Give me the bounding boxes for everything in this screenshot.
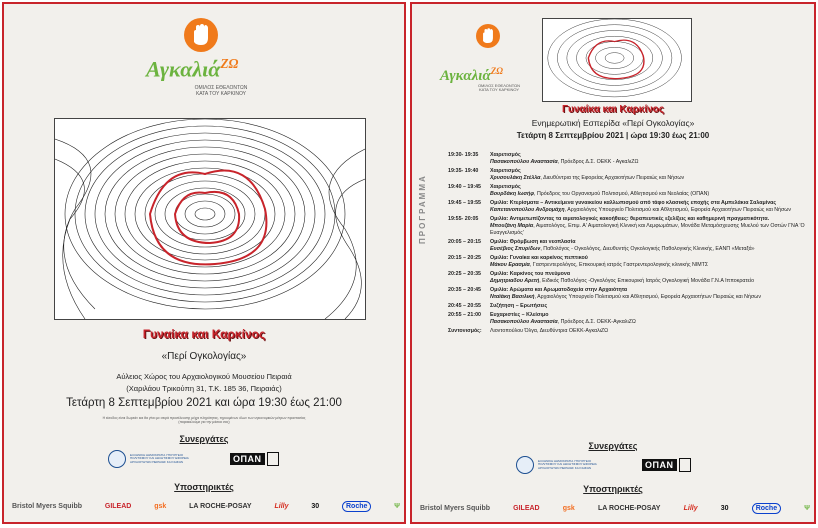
- program-description: , Πρόεδρος Δ.Σ. ΟΕΚΚ-ΑγκαλιΖΩ: [557, 318, 636, 325]
- program-poster: [410, 2, 816, 524]
- program-row: [448, 328, 812, 335]
- event-datetime: Τετάρτη 8 Σεπτεμβρίου 2021 | ώρα 19:30 έως 21:00: [516, 131, 710, 140]
- artwork-image: [542, 18, 692, 102]
- program-description: , Παθολόγος - Ογκολόγος, Διευθυντής Ογκολογικής Παθολογικής Κλινικής, ΕΑΝΠ «Μεταξά»: [540, 245, 755, 252]
- program-description: , Αιματολόγος, Επιμ. Α' Αιματολογική Κλινική και Λεμφωμάτων, Μονάδα Μεταμόσχευσης Μυελού των Οστών ΓΝΑ 'Ο Ευαγγελισμός': [490, 222, 805, 236]
- ministry-logo: ΕΛΛΗΝΙΚΗ ΔΗΜΟΚΡΑΤΙΑ ΥΠΟΥΡΓΕΙΟ ΠΟΛΙΤΙΣΜΟΥ ΚΑΙ ΑΘΛΗΤΙΣΜΟΥ ΕΦΟΡΕΙΑ ΑΡΧΑΙΟΤΗΤΩΝ ΠΕΙΡΑΙΩΣ ΚΑΙ ΝΗΣΩΝ: [108, 450, 192, 468]
- sponsors-heading: Υποστηρικτές: [583, 484, 643, 494]
- program-title: Ομιλία: Κτερίσματα – Αντικείμενα γυναικείου καλλωπισμού από τάφο κλασικής εποχής στα Αμπελάκια Σαλαμίνας: [490, 199, 777, 206]
- event-title: Γυναίκα και Καρκίνος: [562, 104, 664, 115]
- event-title: Γυναίκα και Καρκίνος: [142, 327, 266, 341]
- venue-line-2: (Χαριλάου Τρικούπη 31, Τ.Κ. 185 36, Πειραιάς): [126, 384, 282, 393]
- program-row: [448, 168, 812, 182]
- opap-mark-icon: [679, 458, 691, 472]
- program-title: Ομιλία: Γυναίκα και καρκίνος πεπτικού: [490, 254, 588, 261]
- program-speaker: Πασακοπούλου Αναστασία: [490, 158, 558, 165]
- sponsors-row: [420, 500, 810, 516]
- program-title: Ομιλία: Θρόμβωση και νεοπλασία: [490, 238, 576, 245]
- program-speaker: Νταϊάκη Βασιλική: [490, 293, 535, 300]
- program-details: [490, 184, 709, 198]
- program-speaker: Ευσέβιος Σπυρίδων: [490, 245, 541, 252]
- program-time: Συντονισμός:: [448, 327, 482, 334]
- program-time: 20:55 – 21:00: [448, 311, 481, 318]
- logo-subtitle: ΟΜΙΛΟΣ ΕΘΕΛΟΝΤΩΝ ΚΑΤΑ ΤΟΥ ΚΑΡΚΙΝΟΥ: [194, 85, 248, 97]
- program-details: [490, 216, 812, 237]
- opap-logo: ΟΠΑΝ: [642, 458, 691, 472]
- sponsor-lilly: Lilly: [274, 502, 289, 510]
- event-poster: [2, 2, 406, 524]
- ministry-logo: ΕΛΛΗΝΙΚΗ ΔΗΜΟΚΡΑΤΙΑ ΥΠΟΥΡΓΕΙΟ ΠΟΛΙΤΙΣΜΟΥ ΚΑΙ ΑΘΛΗΤΙΣΜΟΥ ΕΦΟΡΕΙΑ ΑΡΧΑΙΟΤΗΤΩΝ ΠΕΙΡΑΙΩΣ ΚΑΙ ΝΗΣΩΝ: [516, 456, 600, 474]
- sponsor-30: 30: [720, 504, 729, 512]
- logo-wordmark: Αγκαλιά$^{Z\Omega}$: [146, 56, 239, 82]
- program-row: [448, 312, 812, 326]
- program-details: [490, 255, 708, 269]
- sponsor-gsk: gsk: [154, 502, 167, 510]
- program-time: 20:45 – 20:55: [448, 302, 481, 309]
- program-row: [448, 216, 812, 237]
- program-details: [490, 312, 636, 326]
- sponsor-emblem: Ψ: [804, 504, 810, 512]
- program-time: 20:35 – 20:45: [448, 286, 481, 293]
- program-row: [448, 239, 812, 253]
- program-details: [490, 303, 547, 310]
- program-title: Χαιρετισμός: [490, 183, 521, 190]
- program-row: [448, 303, 812, 310]
- program-title: Ευχαριστίες – Κλείσιμο: [490, 311, 549, 318]
- program-details: [490, 271, 754, 285]
- sponsor-gilead: GILEAD: [104, 502, 132, 510]
- program-description: , Γαστρεντερολόγος, Επικουρική ιατρός Γαστρεντερολογικής κλινικής ΝΙΜΤΣ: [529, 261, 709, 268]
- program-time: 19:30- 19:35: [448, 152, 479, 158]
- venue-line-1: Αύλειος Χώρος του Αρχαιολογικού Μουσείου Πειραιά: [116, 372, 292, 381]
- sponsor-gsk: gsk: [562, 504, 575, 512]
- sponsor-gilead: GILEAD: [513, 504, 540, 512]
- sponsors-heading: Υποστηρικτές: [174, 482, 234, 492]
- event-datetime: Τετάρτη 8 Σεπτεμβρίου 2021 και ώρα 19:30 έως 21:00: [66, 397, 342, 409]
- program-title: Χαιρετισμός: [490, 152, 521, 158]
- event-subtitle: «Περί Ογκολογίας»: [161, 351, 247, 362]
- program-speaker: Βουρδάκη Ιωσήφ: [490, 190, 534, 197]
- program-description: , Διευθύντρια της Εφορείας Αρχαιοτήτων Πειραιώς και Νήσων: [540, 174, 685, 181]
- program-details: [490, 200, 791, 214]
- sponsor-roche: Roche: [342, 501, 371, 512]
- program-speaker: Χρυσουλάκη Στέλλα: [490, 174, 541, 181]
- logo-wordmark: Αγκαλιά$^{Z\Omega}$: [440, 66, 503, 84]
- program-speaker: Μπουζάνη Μαρία: [490, 222, 534, 229]
- sponsor-laroche: LA ROCHE-POSAY: [597, 504, 661, 512]
- program-details: [490, 168, 684, 182]
- sponsor-30: 30: [311, 502, 320, 510]
- program-title: Ομιλία: Αντιμετωπίζοντας τα αιματολογικές κακοήθειες: θεραπευτικές εξελίξεις και καθημερινή πραγματικότητα.: [490, 215, 770, 222]
- opap-logo: ΟΠΑΝ: [230, 452, 279, 466]
- program-side-label: ΠΡΟΓΡΑΜΜΑ: [418, 174, 427, 244]
- program-description: , Αρχαιολόγος Υπουργείο Πολιτισμού και Αθλητισμού, Εφορεία Αρχαιοτήτων Πειραιώς και Νήσων: [534, 293, 761, 300]
- program-speaker: Καπετανοπούλου Ανδρομάχη: [490, 206, 565, 213]
- program-title: Συζήτηση – Ερωτήσεις: [490, 302, 548, 309]
- program-description: , Ειδικός Παθολόγος -Ογκολόγος Επικουρική Ιατρός Ογκολογική Μονάδα Γ.Ν.Α Ιπποκρατείο: [539, 277, 755, 284]
- partners-heading: Συνεργάτες: [588, 441, 638, 451]
- program-time: 20:25 – 20:35: [448, 270, 481, 277]
- sponsor-lilly: Lilly: [683, 504, 698, 512]
- program-time: 19:40 – 19:45: [448, 183, 481, 190]
- program-speaker: Δημητριαδου Αρετή: [490, 277, 540, 284]
- sponsors-row: [12, 498, 400, 514]
- partners-heading: Συνεργάτες: [179, 434, 229, 444]
- program-row: [448, 271, 812, 285]
- program-row: [448, 184, 812, 198]
- program-details: [490, 239, 755, 253]
- program-speaker: Πασακοπούλου Αναστασία: [490, 318, 558, 325]
- program-row: [448, 255, 812, 269]
- sponsor-laroche: LA ROCHE-POSAY: [189, 502, 252, 510]
- program-time: 20:05 – 20:15: [448, 238, 481, 245]
- logo-subtitle: ΟΜΙΛΟΣ ΕΘΕΛΟΝΤΩΝ ΚΑΤΑ ΤΟΥ ΚΑΡΚΙΝΟΥ: [477, 83, 521, 93]
- sponsor-emblem: Ψ: [394, 502, 400, 510]
- program-time: 19:55- 20:05: [448, 215, 479, 222]
- hand-logo-icon: [476, 24, 500, 48]
- program-title: Ομιλία: Αρώματα και Αρωματοδοχεία στην Αρχαιότητα: [490, 286, 628, 293]
- program-time: 19:35- 19:40: [448, 167, 479, 174]
- opap-mark-icon: [267, 452, 279, 466]
- program-row: [448, 152, 812, 166]
- program-time: 20:15 – 20:25: [448, 254, 481, 261]
- program-row: [448, 287, 812, 301]
- program-description: , Αρχαιολόγος Υπουργείο Πολιτισμού και Αθλητισμού, Εφορεία Αρχαιοτήτων Πειραιώς και Νήσων: [564, 206, 792, 213]
- program-details: [490, 152, 638, 166]
- entry-note: Η είσοδος είναι δωρεάν και θα γίνει με σειρά προσέλευσης μέχρι πληρότητας, τηρουμένων όλων των υγειονομικών μέτρων προστασίας (παρακαλούμε για την μάσκα σας): [102, 416, 306, 424]
- program-title: Χαιρετισμός: [490, 167, 521, 174]
- hand-logo-icon: [184, 18, 218, 52]
- program-description: , Πρόεδρος Δ.Σ. ΟΕΚΚ - ΑγκαλιΖΩ: [557, 158, 639, 165]
- sponsor-roche: Roche: [752, 503, 781, 514]
- greek-seal-icon: [108, 450, 126, 468]
- program-details: [490, 328, 608, 335]
- sponsor-bms: Bristol Myers Squibb: [12, 502, 83, 510]
- program-description: Λιοντοπούλου Όλγα, Διευθύντρια ΟΕΚΚ-ΑγκαλιΖΩ: [490, 327, 609, 334]
- program-list: [448, 152, 812, 337]
- artwork-image: [54, 118, 366, 320]
- program-time: 19:45 – 19:55: [448, 199, 481, 206]
- program-row: [448, 200, 812, 214]
- program-speaker: Μάκου Ερασμία: [490, 261, 530, 268]
- greek-seal-icon: [516, 456, 534, 474]
- event-subtitle: Ενημερωτική Εσπερίδα «Περί Ογκολογίας»: [531, 118, 695, 128]
- sponsor-bms: Bristol Myers Squibb: [420, 504, 491, 512]
- program-details: [490, 287, 761, 301]
- program-description: , Πρόεδρος του Οργανισμού Πολιτισμού, Αθλητισμού και Νεολαίας (ΟΠΑΝ): [534, 190, 710, 197]
- program-title: Ομιλία: Καρκίνος του πνεύμονα: [490, 270, 571, 277]
